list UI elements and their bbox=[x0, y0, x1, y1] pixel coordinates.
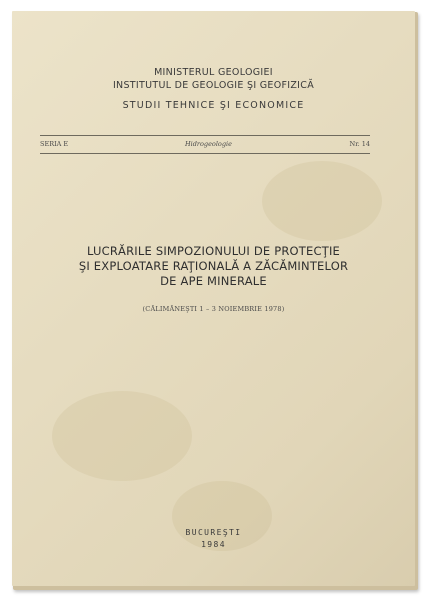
series-row bbox=[40, 138, 370, 152]
ministry-name: MINISTERUL GEOLOGIEI bbox=[154, 67, 273, 78]
book-cover bbox=[12, 11, 415, 586]
paper-stain bbox=[52, 391, 192, 481]
title-line-3: DE APE MINERALE bbox=[160, 274, 267, 288]
title-line-1: LUCRĂRILE SIMPOZIONULUI DE PROTECŢIE bbox=[86, 244, 341, 258]
imprint bbox=[12, 527, 415, 551]
institute-name: INSTITUTUL DE GEOLOGIE ŞI GEOFIZICĂ bbox=[112, 80, 315, 91]
cover-header bbox=[12, 66, 415, 113]
title-line-2: ŞI EXPLOATARE RAŢIONALĂ A ZĂCĂMINTELOR bbox=[78, 259, 349, 273]
series-rule-top bbox=[40, 135, 370, 136]
series-topic: Hidrogeologie bbox=[185, 140, 232, 148]
paper-stain bbox=[262, 161, 382, 241]
event-subtitle: (CĂLIMĂNEŞTI 1 – 3 NOIEMBRIE 1978) bbox=[142, 305, 285, 313]
imprint-city: BUCUREŞTI bbox=[185, 528, 242, 537]
book-title bbox=[12, 244, 415, 289]
series-number: Nr. 14 bbox=[349, 140, 370, 148]
series-rule-bottom bbox=[40, 153, 370, 154]
collection-name: STUDII TEHNICE ŞI ECONOMICE bbox=[122, 100, 305, 111]
series-label: SERIA E bbox=[40, 140, 69, 148]
imprint-year: 1984 bbox=[201, 540, 226, 549]
